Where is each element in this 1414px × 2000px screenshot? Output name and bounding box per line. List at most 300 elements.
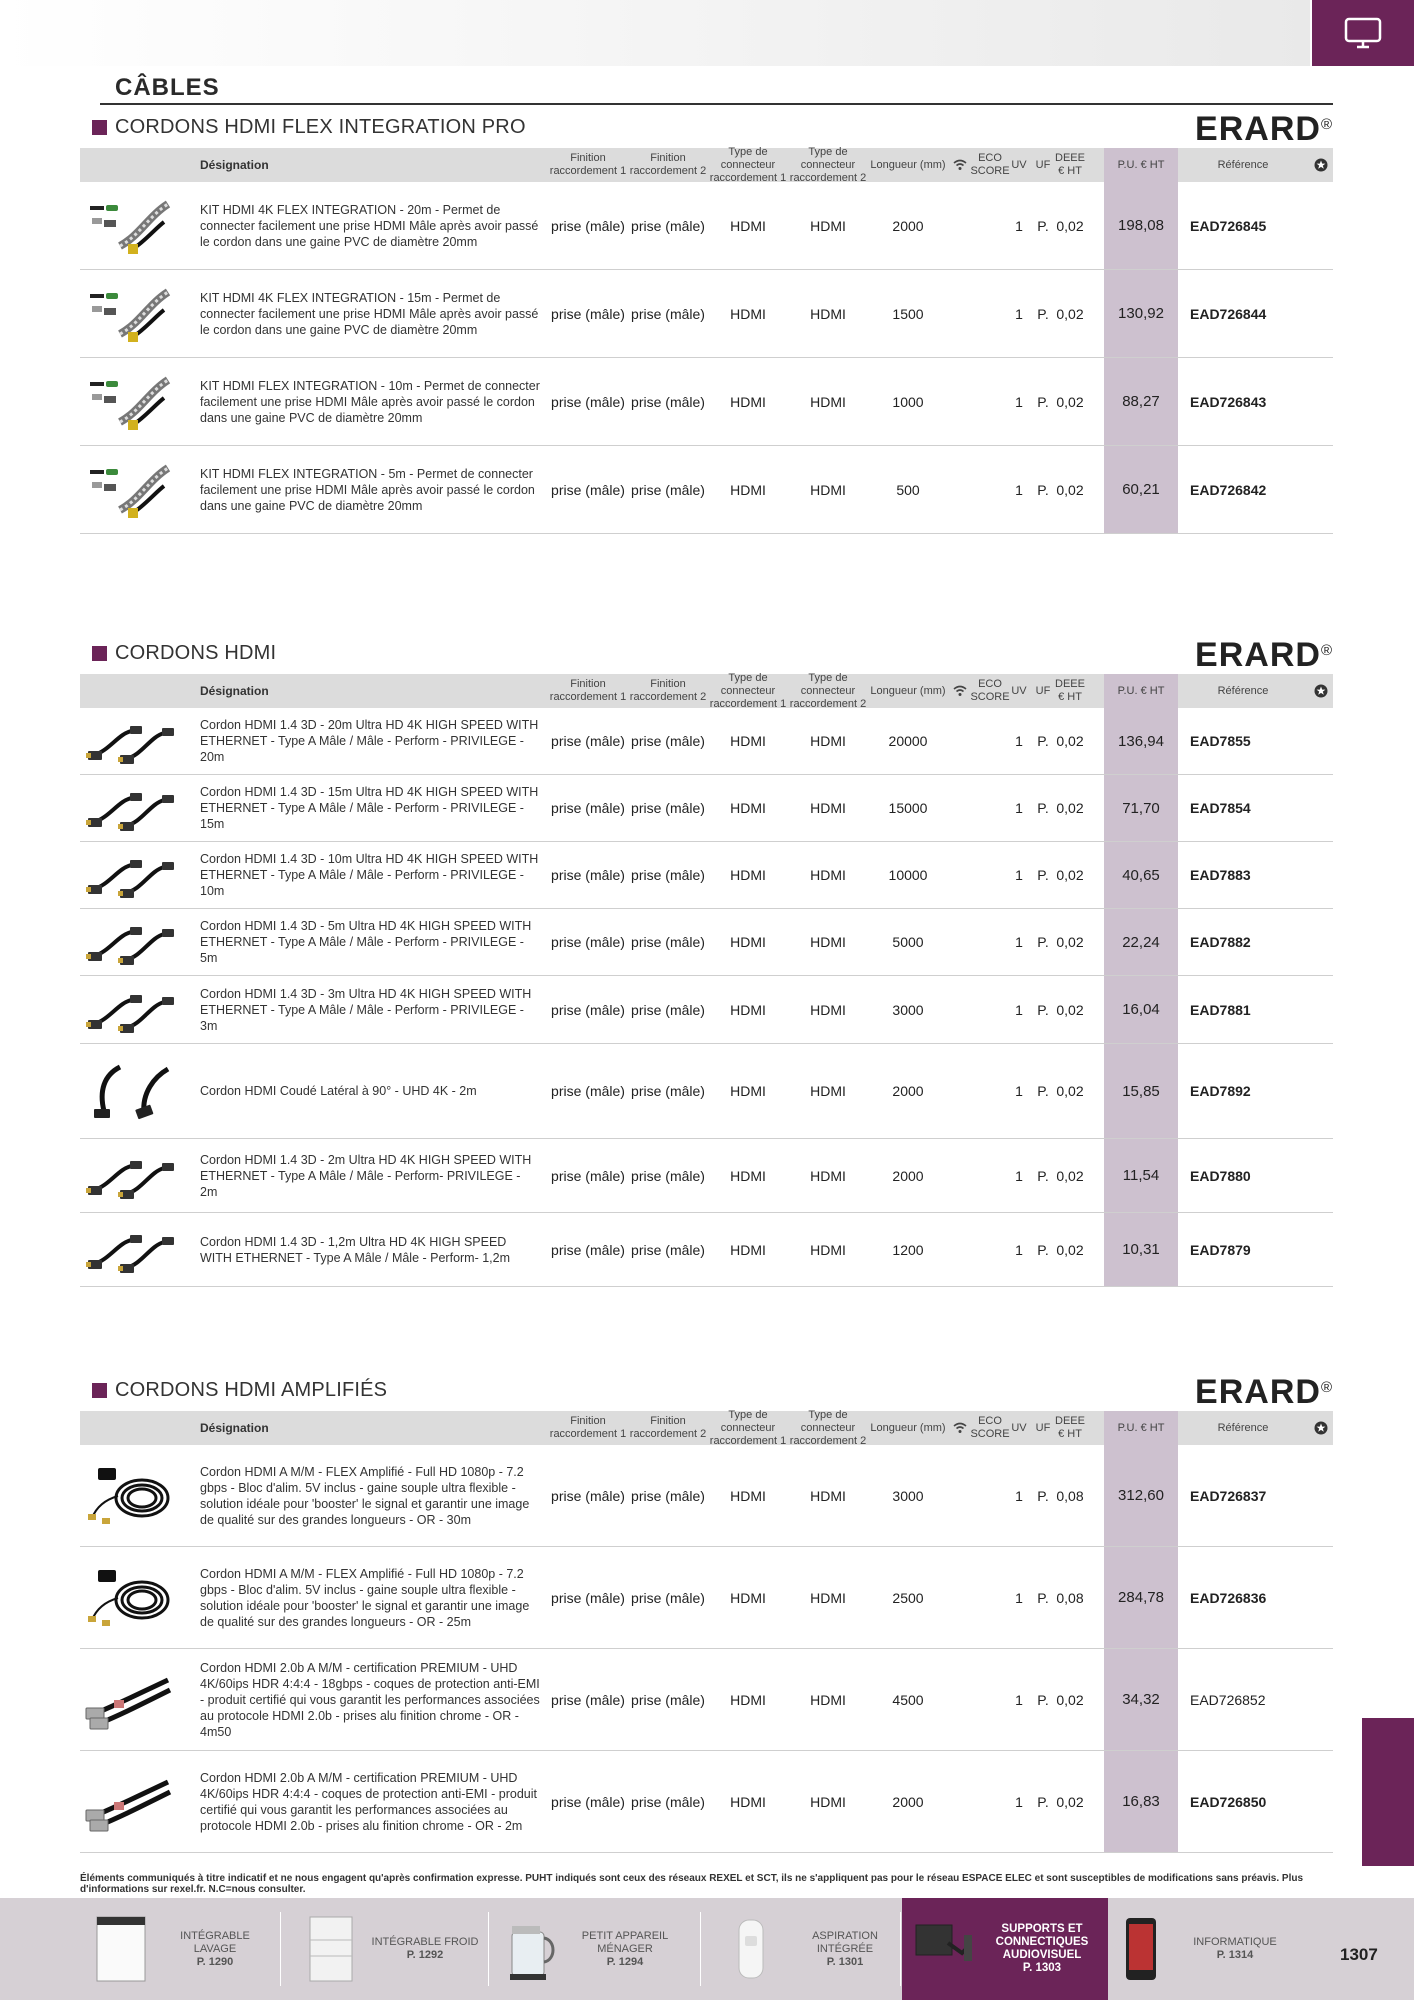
unit-uf: P. <box>1037 934 1049 950</box>
wifi-icon <box>948 148 972 182</box>
length-mm: 4500 <box>892 1691 924 1708</box>
column-header-uf: UF <box>1035 158 1051 171</box>
unit-uv: 1 <box>1015 800 1023 816</box>
table-row[interactable] <box>80 1547 1333 1649</box>
deee-price: 0,02 <box>1056 305 1084 322</box>
unit-uf: P. <box>1037 305 1049 322</box>
product-section <box>80 110 1333 534</box>
deee-price: 0,02 <box>1056 934 1084 950</box>
unit-price: 16,04 <box>1104 976 1178 1043</box>
length-mm: 1000 <box>892 393 924 410</box>
column-header-uv: UV <box>1011 1421 1027 1434</box>
product-reference[interactable]: EAD7882 <box>1190 934 1251 950</box>
column-header-eco: ECO SCORE <box>970 1415 1010 1440</box>
column-header-uf: UF <box>1035 684 1051 697</box>
column-header-reference: Référence <box>1217 684 1269 697</box>
product-designation: KIT HDMI 4K FLEX INTEGRATION - 20m - Permet de connecter facilement une prise HDMI Mâle après avoir passé le cordon dans une gaine PVC de diamètre 20mm <box>200 202 539 249</box>
finition-1: prise (mâle) <box>551 934 625 950</box>
product-reference[interactable]: EAD726844 <box>1190 305 1267 322</box>
tv-mount-icon <box>912 1913 974 1985</box>
column-header-designation: Désignation <box>200 683 269 698</box>
unit-uv: 1 <box>1015 1487 1023 1504</box>
length-mm: 2000 <box>892 1793 924 1810</box>
column-header-finition2: Finition raccordement 2 <box>629 678 707 703</box>
product-designation: Cordon HDMI 1.4 3D - 10m Ultra HD 4K HIGH SPEED WITH ETHERNET - Type A Mâle / Mâle - Perform - PRIVILEGE - 10m <box>200 852 539 898</box>
table-row[interactable] <box>80 708 1333 775</box>
product-designation: Cordon HDMI 1.4 3D - 20m Ultra HD 4K HIGH SPEED WITH ETHERNET - Type A Mâle / Mâle - Perform - PRIVILEGE - 20m <box>200 718 539 764</box>
finition-2: prise (mâle) <box>631 800 705 816</box>
column-header-designation: Désignation <box>200 157 269 172</box>
connector-type-2: HDMI <box>810 934 846 950</box>
nav-separator <box>700 1912 701 1986</box>
hdmi-coil-cable-image <box>80 1547 180 1648</box>
deee-price: 0,08 <box>1056 1589 1084 1606</box>
connector-type-2: HDMI <box>810 733 846 749</box>
column-header-eco: ECO SCORE <box>970 152 1010 177</box>
length-mm: 3000 <box>892 1487 924 1504</box>
finition-2: prise (mâle) <box>631 1001 705 1018</box>
unit-price: 34,32 <box>1104 1649 1178 1750</box>
table-header <box>80 1408 1333 1447</box>
product-reference[interactable]: EAD726842 <box>1190 481 1267 498</box>
product-reference[interactable]: EAD7854 <box>1190 800 1251 816</box>
unit-uv: 1 <box>1015 217 1023 234</box>
product-section <box>80 1373 1333 1853</box>
column-header-type1: Type de connecteur raccordement 1 <box>709 671 787 710</box>
table-row[interactable] <box>80 446 1333 534</box>
nav-item-page: P. 1301 <box>826 1955 864 1968</box>
column-header-type2: Type de connecteur raccordement 2 <box>789 145 867 184</box>
column-header-designation: Désignation <box>200 1420 269 1435</box>
product-reference[interactable]: EAD7883 <box>1190 867 1251 883</box>
table-row[interactable] <box>80 909 1333 976</box>
column-header-finition2: Finition raccordement 2 <box>629 152 707 177</box>
unit-uv: 1 <box>1015 1589 1023 1606</box>
connector-type-2: HDMI <box>810 1793 846 1810</box>
registered-icon: ® <box>1320 116 1333 133</box>
section-header <box>80 636 1333 674</box>
unit-uv: 1 <box>1015 1167 1023 1184</box>
nav-item-text <box>160 1930 270 1969</box>
hdmi-cable-image <box>80 976 180 1043</box>
top-band <box>0 0 1310 66</box>
unit-uf: P. <box>1037 217 1049 234</box>
column-header-finition2: Finition raccordement 2 <box>629 1415 707 1440</box>
badge-icon <box>1308 148 1333 182</box>
nav-item-page: P. 1292 <box>406 1949 444 1961</box>
finition-1: prise (mâle) <box>551 1691 625 1708</box>
product-designation: KIT HDMI FLEX INTEGRATION - 10m - Permet de connecter facilement une prise HDMI Mâle après avoir passé le cordon dans une gaine PVC de diamètre 20mm <box>200 378 540 425</box>
deee-price: 0,02 <box>1056 1083 1084 1099</box>
brand-name: ERARD <box>1195 636 1321 674</box>
product-designation: KIT HDMI 4K FLEX INTEGRATION - 15m - Permet de connecter facilement une prise HDMI Mâle après avoir passé le cordon dans une gaine PVC de diamètre 20mm <box>200 290 539 337</box>
column-header-deee: DEEE € HT <box>1055 152 1085 177</box>
connector-type-1: HDMI <box>730 305 766 322</box>
unit-price: 10,31 <box>1104 1213 1178 1286</box>
hdmi-cable-image <box>80 1213 180 1286</box>
table-row[interactable] <box>80 1044 1333 1139</box>
product-reference[interactable]: EAD7879 <box>1190 1241 1251 1258</box>
unit-uv: 1 <box>1015 867 1023 883</box>
column-header-reference: Référence <box>1217 1421 1269 1434</box>
title-square-icon <box>92 1383 107 1398</box>
section-title <box>92 1379 387 1402</box>
unit-price: 22,24 <box>1104 909 1178 975</box>
dishwasher-icon <box>90 1913 152 1985</box>
kettle-icon <box>500 1913 562 1985</box>
column-header-finition1: Finition raccordement 1 <box>549 678 627 703</box>
column-header-pu: P.U. € HT <box>1104 148 1178 182</box>
finition-2: prise (mâle) <box>631 934 705 950</box>
hdmi-cable-image <box>80 842 180 908</box>
connector-type-2: HDMI <box>810 481 846 498</box>
unit-uv: 1 <box>1015 1691 1023 1708</box>
nav-separator <box>488 1912 489 1986</box>
table-row[interactable] <box>80 1649 1333 1751</box>
table-row[interactable] <box>80 1445 1333 1547</box>
length-mm: 500 <box>896 481 920 498</box>
column-header-pu: P.U. € HT <box>1104 1411 1178 1445</box>
finition-2: prise (mâle) <box>631 393 705 410</box>
unit-price: 15,85 <box>1104 1044 1178 1138</box>
connector-type-1: HDMI <box>730 481 766 498</box>
section-title <box>92 642 276 665</box>
connector-type-2: HDMI <box>810 1589 846 1606</box>
connector-type-2: HDMI <box>810 1487 846 1504</box>
unit-uv: 1 <box>1015 1083 1023 1099</box>
nav-item-text <box>1180 1936 1290 1962</box>
finition-2: prise (mâle) <box>631 217 705 234</box>
category-divider <box>100 103 1333 105</box>
hdmi-kit-cable-image <box>80 270 180 357</box>
badge-icon <box>1308 1411 1333 1445</box>
product-reference[interactable]: EAD726850 <box>1190 1793 1267 1810</box>
finition-2: prise (mâle) <box>631 481 705 498</box>
page-category: CÂBLES <box>115 74 220 101</box>
connector-type-1: HDMI <box>730 217 766 234</box>
product-designation: Cordon HDMI 1.4 3D - 5m Ultra HD 4K HIGH SPEED WITH ETHERNET - Type A Mâle / Mâle - Perform - PRIVILEGE - 5m <box>200 919 532 965</box>
nav-item-page: P. 1314 <box>1216 1949 1254 1961</box>
finition-1: prise (mâle) <box>551 733 625 749</box>
deee-price: 0,02 <box>1056 1241 1084 1258</box>
connector-type-1: HDMI <box>730 800 766 816</box>
connector-type-1: HDMI <box>730 934 766 950</box>
column-header-reference: Référence <box>1217 158 1269 171</box>
product-reference[interactable]: EAD7881 <box>1190 1001 1251 1018</box>
column-header-longueur: Longueur (mm) <box>870 158 946 171</box>
finition-2: prise (mâle) <box>631 1691 705 1708</box>
length-mm: 2000 <box>892 217 924 234</box>
smartphone-icon <box>1110 1913 1172 1985</box>
finition-1: prise (mâle) <box>551 305 625 322</box>
finition-2: prise (mâle) <box>631 1487 705 1504</box>
column-header-uv: UV <box>1011 684 1027 697</box>
length-mm: 1200 <box>892 1241 924 1258</box>
connector-type-2: HDMI <box>810 1691 846 1708</box>
finition-1: prise (mâle) <box>551 1001 625 1018</box>
nav-item-5[interactable] <box>912 1898 1102 2000</box>
product-reference[interactable]: EAD7855 <box>1190 733 1251 749</box>
connector-type-1: HDMI <box>730 867 766 883</box>
product-designation: Cordon HDMI A M/M - FLEX Amplifié - Full HD 1080p - 7.2 gbps - Bloc d'alim. 5V inclus - gaine souple ultra flexible - solution idéale pour 'booster' le signal et garantir une image de qualité sur des grandes longueurs - OR - 30m <box>200 1464 530 1527</box>
column-header-finition1: Finition raccordement 1 <box>549 152 627 177</box>
nav-item-6[interactable] <box>1110 1898 1290 2000</box>
finition-1: prise (mâle) <box>551 1589 625 1606</box>
unit-price: 136,94 <box>1104 708 1178 774</box>
nav-item-text <box>982 1923 1102 1975</box>
nav-item-label: INFORMATIQUE <box>1193 1936 1277 1948</box>
hdmi-kit-cable-image <box>80 358 180 445</box>
brand-name: ERARD <box>1195 110 1321 148</box>
connector-type-2: HDMI <box>810 1001 846 1018</box>
vacuum-icon <box>720 1913 782 1985</box>
side-tab <box>1362 1718 1414 1866</box>
hdmi-cable-image <box>80 775 180 841</box>
nav-item-text <box>790 1930 900 1969</box>
product-designation: Cordon HDMI Coudé Latéral à 90° - UHD 4K - 2m <box>200 1084 477 1098</box>
deee-price: 0,02 <box>1056 1793 1084 1810</box>
length-mm: 5000 <box>892 934 924 950</box>
connector-type-2: HDMI <box>810 867 846 883</box>
nav-item-2[interactable] <box>300 1898 480 2000</box>
page-number: 1307 <box>1340 1945 1378 1964</box>
fridge-icon <box>300 1913 362 1985</box>
product-designation: Cordon HDMI 1.4 3D - 15m Ultra HD 4K HIGH SPEED WITH ETHERNET - Type A Mâle / Mâle - Perform - PRIVILEGE - 15m <box>200 785 539 831</box>
unit-price: 88,27 <box>1104 358 1178 445</box>
unit-uf: P. <box>1037 733 1049 749</box>
unit-uv: 1 <box>1015 1241 1023 1258</box>
deee-price: 0,02 <box>1056 1167 1084 1184</box>
length-mm: 3000 <box>892 1001 924 1018</box>
product-reference[interactable]: EAD726843 <box>1190 393 1267 410</box>
nav-separator <box>280 1912 281 1986</box>
unit-uf: P. <box>1037 1589 1049 1606</box>
deee-price: 0,08 <box>1056 1487 1084 1504</box>
finition-1: prise (mâle) <box>551 1487 625 1504</box>
hdmi-kit-cable-image <box>80 446 180 533</box>
finition-2: prise (mâle) <box>631 733 705 749</box>
product-reference[interactable]: EAD726852 <box>1190 1691 1266 1708</box>
table-row[interactable] <box>80 976 1333 1044</box>
connector-type-2: HDMI <box>810 800 846 816</box>
hdmi-premium-cable-image <box>80 1649 180 1750</box>
brand-name: ERARD <box>1195 1373 1321 1411</box>
product-reference[interactable]: EAD726836 <box>1190 1589 1267 1606</box>
unit-price: 284,78 <box>1104 1547 1178 1648</box>
unit-uv: 1 <box>1015 733 1023 749</box>
connector-type-2: HDMI <box>810 217 846 234</box>
unit-uf: P. <box>1037 481 1049 498</box>
hdmi-cable-image <box>80 909 180 975</box>
table-row[interactable] <box>80 1213 1333 1287</box>
table-row[interactable] <box>80 775 1333 842</box>
column-header-uf: UF <box>1035 1421 1051 1434</box>
finition-1: prise (mâle) <box>551 867 625 883</box>
hdmi-angled-cable-image <box>80 1044 180 1138</box>
nav-item-1[interactable] <box>90 1898 270 2000</box>
length-mm: 20000 <box>888 733 928 749</box>
section-header <box>80 110 1333 148</box>
connector-type-2: HDMI <box>810 305 846 322</box>
unit-price: 198,08 <box>1104 182 1178 269</box>
unit-price: 16,83 <box>1104 1751 1178 1852</box>
deee-price: 0,02 <box>1056 393 1084 410</box>
product-reference[interactable]: EAD7880 <box>1190 1167 1251 1184</box>
deee-price: 0,02 <box>1056 1001 1084 1018</box>
nav-item-label: SUPPORTS ET CONNECTIQUES AUDIOVISUEL <box>995 1923 1089 1961</box>
nav-item-label: ASPIRATION INTÉGRÉE <box>812 1929 878 1955</box>
wifi-icon <box>948 1411 972 1445</box>
connector-type-2: HDMI <box>810 1241 846 1258</box>
brand-logo <box>1195 110 1333 149</box>
product-reference[interactable]: EAD726845 <box>1190 217 1267 234</box>
finition-2: prise (mâle) <box>631 305 705 322</box>
table-row[interactable] <box>80 1139 1333 1213</box>
unit-uv: 1 <box>1015 1793 1023 1810</box>
length-mm: 2000 <box>892 1167 924 1184</box>
hdmi-cable-image <box>80 1139 180 1212</box>
finition-1: prise (mâle) <box>551 481 625 498</box>
table-row[interactable] <box>80 1751 1333 1853</box>
column-header-deee: DEEE € HT <box>1055 678 1085 703</box>
nav-separator <box>900 1912 901 1986</box>
unit-uf: P. <box>1037 393 1049 410</box>
product-designation: Cordon HDMI 2.0b A M/M - certification PREMIUM - UHD 4K/60ips HDR 4:4:4 - 18gbps - coques de protection anti-EMI - produit certifié qui vous garantit les performances associées au protocole HDMI 2.0b - prises alu finition chrome - OR - 4m50 <box>200 1660 540 1739</box>
column-header-deee: DEEE € HT <box>1055 1415 1085 1440</box>
finition-1: prise (mâle) <box>551 1793 625 1810</box>
product-reference[interactable]: EAD726837 <box>1190 1487 1267 1504</box>
connector-type-2: HDMI <box>810 1167 846 1184</box>
unit-uf: P. <box>1037 1487 1049 1504</box>
finition-1: prise (mâle) <box>551 1083 625 1099</box>
length-mm: 15000 <box>888 800 928 816</box>
unit-uf: P. <box>1037 800 1049 816</box>
section-tab <box>1312 0 1414 66</box>
unit-price: 130,92 <box>1104 270 1178 357</box>
hdmi-cable-image <box>80 708 180 774</box>
section-title-text: CORDONS HDMI <box>115 642 277 664</box>
product-designation: Cordon HDMI 2.0b A M/M - certification PREMIUM - UHD 4K/60ips HDR 4:4:4 - coques de protection anti-EMI - produit certifié qui vous garantit les performances associées au protocole HDMI 2.0b - prises alu finition chrome - OR - 2m <box>200 1770 537 1833</box>
nav-item-page: P. 1290 <box>196 1955 234 1968</box>
finition-2: prise (mâle) <box>631 1167 705 1184</box>
brand-logo <box>1195 1373 1333 1412</box>
table-header <box>80 145 1333 184</box>
unit-price: 71,70 <box>1104 775 1178 841</box>
finition-1: prise (mâle) <box>551 393 625 410</box>
unit-uv: 1 <box>1015 305 1023 322</box>
nav-item-label: INTÉGRABLE FROID <box>371 1936 479 1948</box>
section-header <box>80 1373 1333 1411</box>
unit-uf: P. <box>1037 1167 1049 1184</box>
finition-2: prise (mâle) <box>631 1589 705 1606</box>
hdmi-premium-cable-image <box>80 1751 180 1852</box>
unit-price: 40,65 <box>1104 842 1178 908</box>
finition-1: prise (mâle) <box>551 217 625 234</box>
connector-type-1: HDMI <box>730 1589 766 1606</box>
column-header-type1: Type de connecteur raccordement 1 <box>709 1408 787 1447</box>
column-header-type2: Type de connecteur raccordement 2 <box>789 1408 867 1447</box>
unit-uf: P. <box>1037 1083 1049 1099</box>
nav-item-label: PETIT APPAREIL MÉNAGER <box>581 1929 669 1955</box>
unit-uf: P. <box>1037 1241 1049 1258</box>
length-mm: 2000 <box>892 1083 924 1099</box>
unit-uf: P. <box>1037 1691 1049 1708</box>
registered-icon: ® <box>1320 1379 1333 1396</box>
bottom-navigation <box>0 1898 1414 2000</box>
product-designation: Cordon HDMI 1.4 3D - 3m Ultra HD 4K HIGH SPEED WITH ETHERNET - Type A Mâle / Mâle - Perform - PRIVILEGE - 3m <box>200 986 532 1033</box>
deee-price: 0,02 <box>1056 867 1084 883</box>
connector-type-1: HDMI <box>730 1487 766 1504</box>
finition-1: prise (mâle) <box>551 800 625 816</box>
connector-type-2: HDMI <box>810 393 846 410</box>
connector-type-1: HDMI <box>730 733 766 749</box>
unit-price: 11,54 <box>1104 1139 1178 1212</box>
product-designation: Cordon HDMI A M/M - FLEX Amplifié - Full HD 1080p - 7.2 gbps - Bloc d'alim. 5V inclus - gaine souple ultra flexible - solution idéale pour 'booster' le signal et garantir une image de qualité sur des grandes longueurs - OR - 25m <box>200 1566 530 1629</box>
column-header-longueur: Longueur (mm) <box>870 1421 946 1434</box>
section-title-text: CORDONS HDMI AMPLIFIÉS <box>115 1379 388 1401</box>
unit-uf: P. <box>1037 867 1049 883</box>
unit-uf: P. <box>1037 1001 1049 1018</box>
unit-uf: P. <box>1037 1793 1049 1810</box>
deee-price: 0,02 <box>1056 800 1084 816</box>
product-designation: Cordon HDMI 1.4 3D - 2m Ultra HD 4K HIGH SPEED WITH ETHERNET - Type A Mâle / Mâle - Perform- PRIVILEGE - 2m <box>200 1152 532 1199</box>
product-section <box>80 636 1333 1287</box>
footnote: Éléments communiqués à titre indicatif et ne nous engagent qu'après confirmation expresse. PUHT indiqués sont ceux des réseaux REXEL et SCT, ils ne s'appliquent pas pour le réseau ESPACE ELEC et sont susceptibles de modifications sans préavis. Plus d'informations sur rexel.fr. N.C=nous consulter. <box>80 1873 1304 1895</box>
table-row[interactable] <box>80 270 1333 358</box>
finition-2: prise (mâle) <box>631 1083 705 1099</box>
nav-item-text <box>370 1936 480 1962</box>
connector-type-1: HDMI <box>730 1793 766 1810</box>
connector-type-1: HDMI <box>730 1241 766 1258</box>
column-header-type1: Type de connecteur raccordement 1 <box>709 145 787 184</box>
monitor-icon <box>1343 16 1383 50</box>
length-mm: 1500 <box>892 305 924 322</box>
nav-item-3[interactable] <box>500 1898 680 2000</box>
unit-price: 312,60 <box>1104 1445 1178 1546</box>
nav-item-4[interactable] <box>720 1898 900 2000</box>
section-title <box>92 116 526 139</box>
product-reference[interactable]: EAD7892 <box>1190 1083 1251 1099</box>
badge-icon <box>1308 674 1333 708</box>
hdmi-kit-cable-image <box>80 182 180 269</box>
wifi-icon <box>948 674 972 708</box>
length-mm: 2500 <box>892 1589 924 1606</box>
unit-price: 60,21 <box>1104 446 1178 533</box>
table-row[interactable] <box>80 358 1333 446</box>
nav-item-label: INTÉGRABLE LAVAGE <box>180 1929 250 1955</box>
column-header-finition1: Finition raccordement 1 <box>549 1415 627 1440</box>
title-square-icon <box>92 646 107 661</box>
finition-1: prise (mâle) <box>551 1167 625 1184</box>
connector-type-1: HDMI <box>730 1167 766 1184</box>
connector-type-2: HDMI <box>810 1083 846 1099</box>
hdmi-coil-cable-image <box>80 1445 180 1546</box>
connector-type-1: HDMI <box>730 1001 766 1018</box>
deee-price: 0,02 <box>1056 481 1084 498</box>
deee-price: 0,02 <box>1056 1691 1084 1708</box>
column-header-longueur: Longueur (mm) <box>870 684 946 697</box>
nav-item-text <box>570 1930 680 1969</box>
section-title-text: CORDONS HDMI FLEX INTEGRATION PRO <box>115 116 526 138</box>
registered-icon: ® <box>1320 642 1333 659</box>
finition-1: prise (mâle) <box>551 1241 625 1258</box>
table-row[interactable] <box>80 182 1333 270</box>
column-header-type2: Type de connecteur raccordement 2 <box>789 671 867 710</box>
nav-item-page: P. 1294 <box>606 1955 644 1968</box>
product-designation: Cordon HDMI 1.4 3D - 1,2m Ultra HD 4K HIGH SPEED WITH ETHERNET - Type A Mâle / Mâle - Perform- 1,2m <box>200 1234 511 1265</box>
table-row[interactable] <box>80 842 1333 909</box>
unit-uv: 1 <box>1015 481 1023 498</box>
